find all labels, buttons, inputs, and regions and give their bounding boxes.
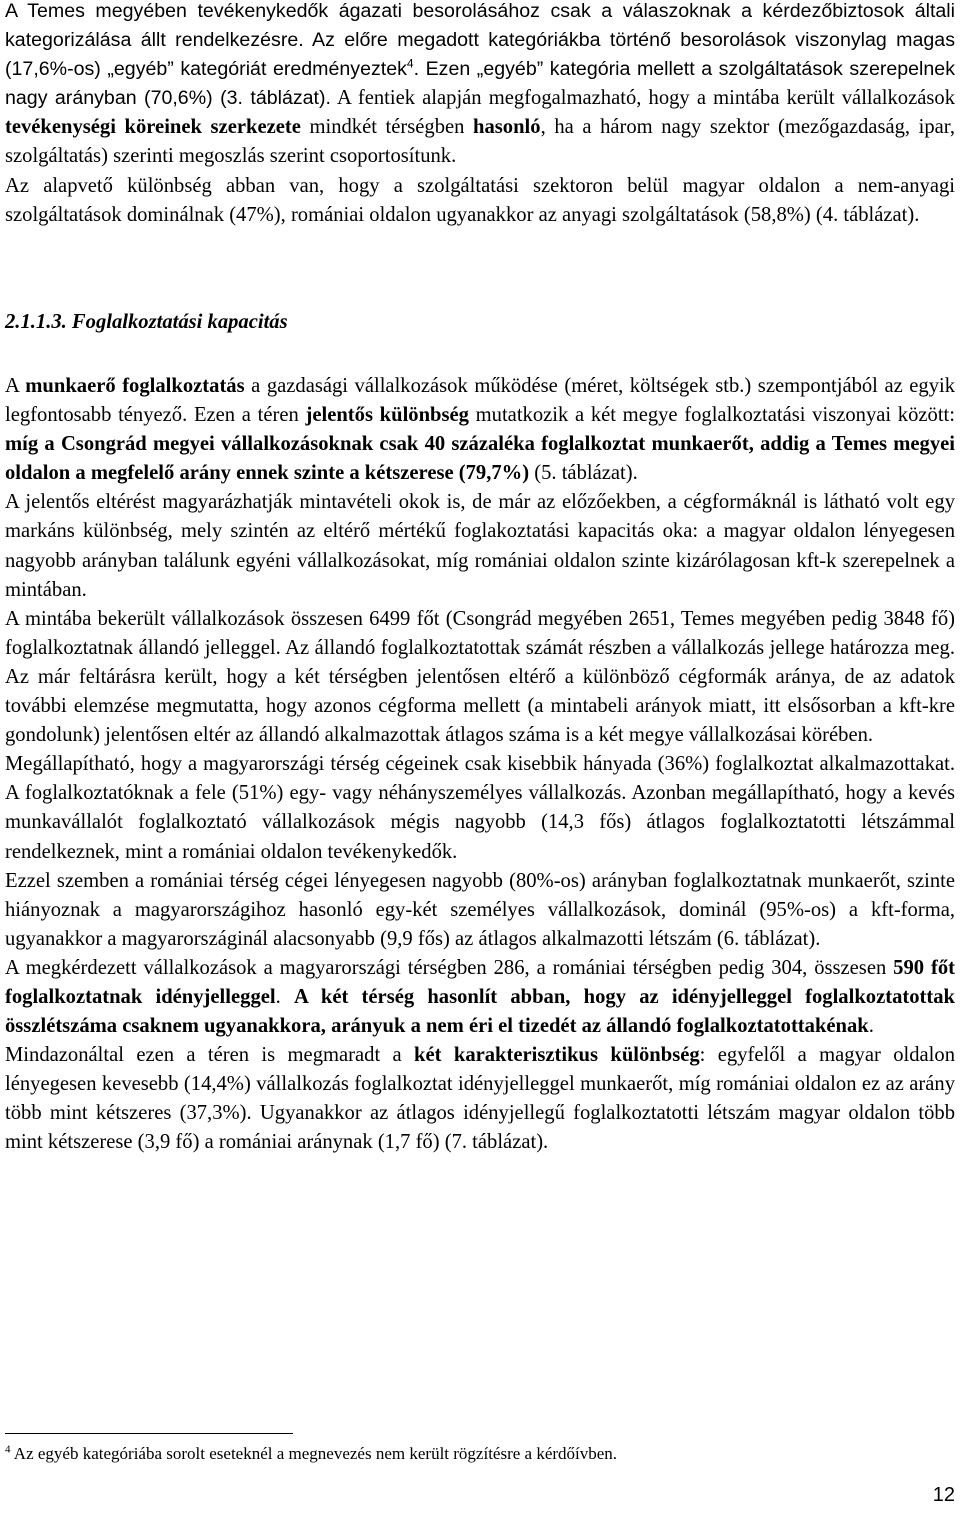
paragraph-characteristic-differences (5, 1041, 955, 1157)
paragraph-seasonal-employment (5, 954, 955, 1041)
employment-section (5, 372, 955, 1158)
bold-run: míg a Csongrád megyei vállalkozásoknak csak 40 százaléka foglalkoztat munkaerőt, addig a Temes megyei oldalon a megfelelő arány ennek szinte a kétszerese (79,7%) (5, 433, 955, 485)
paragraph-sampling-reasons: A jelentős eltérést magyarázhatják mintavételi okok is, de már az előzőekben, a cégformáknál is látható volt egy markáns különbség, mely szintén az eltérő mértékű foglakoztatási kapacitás oka: a magyar oldalon lényegesen nagyobb arányban találunk egyéni vállalkozásokat, míg romániai oldalon szinte kizárólagosan kft-k szerepelnek a mintában. (5, 491, 955, 601)
text-run: . (868, 1015, 874, 1038)
footnote-reference[interactable]: 4 (406, 56, 414, 71)
text-run: . (275, 985, 294, 1008)
paragraph-hungarian-side: Megállapítható, hogy a magyarországi térség cégeinek csak kisebbik hányada (36%) foglalkoztat alkalmazottakat. A foglalkoztatóknak a fele (51%) egy- vagy néhányszemélyes vállalkozás. Azonban megállapítható, hogy a kevés munkavállalót foglalkoztató vállalkozások mégis nagyobb (14,3 fős) átlagos foglalkoztatotti létszámmal rendelkeznek, mint a romániai oldalon tevékenykedők. (5, 753, 955, 863)
paragraph-permanent-employees: A mintába bekerült vállalkozások összesen 6499 főt (Csongrád megyében 2651, Temes megyében pedig 3848 fő) foglalkoztatnak állandó jelleggel. Az állandó foglalkoztatottak számát részben a vállalkozás jellege határozza meg. Az már feltárásra került, hogy a két térségben jelentősen eltérő a különböző cégformák aránya, de az adatok további elemzése megmutatta, hogy azonos cégforma mellett (a mintabeli arányok miatt, itt elsősorban a kft-kre gondolunk) jelentősen eltér az állandó alkalmazottak átlagos száma is a két megye vállalkozásai körében. (5, 607, 955, 747)
text-run: mindkét térségben (300, 116, 474, 139)
footnote-mark: 4 (5, 1443, 11, 1456)
paragraph-sector-classification (5, 0, 955, 172)
text-run: . Ezen „egyéb” kategória mellett a szolgáltatások szerepelnek nagy arányban (70,6%) (3. táblázat). (5, 58, 956, 110)
text-run: A fentiek alapján megfogalmazható, hogy a mintába került vállalkozások (330, 87, 955, 110)
footnote-text: Az egyéb kategóriába sorolt eseteknél a megnevezés nem került rögzítésre a kérdőívben. (10, 1444, 618, 1463)
paragraph-service-difference: Az alapvető különbség abban van, hogy a szolgáltatási szektoron belül magyar oldalon a nem-anyagi szolgáltatások dominálnak (47%), romániai oldalon ugyanakkor az anyagi szolgáltatások (58,8%) (4. táblázat). (5, 174, 955, 226)
text-run: A megkérdezett vállalkozások a magyarországi térségben 286, a romániai térségben pedig 304, összesen (5, 956, 894, 979)
text-run: A Temes megyében tevékenykedők ágazati besorolásához csak a válaszoknak a kérdezőbiztosok általi kategorizálása állt rendelkezésre. Az előre megadott kategóriákba történő besorolások viszonylag magas (17,6%-os) „egyéb” kategóriát eredményeztek (5, 0, 955, 81)
text-run: : egyfelől a magyar oldalon lényegesen kevesebb (14,4%) vállalkozás foglalkoztat idényjelleggel munkaerőt, míg romániai oldalon ez az arány több mint kétszeres (37,3%). Ugyanakkor az átlagos idényjellegű foglalkoztatotti létszám magyar oldalon több mint kétszerese (3,9 fő) a romániai aránynak (1,7 fő) (7. táblázat). (5, 1044, 955, 1154)
page-number: 12 (932, 1484, 955, 1506)
bold-run: A két térség hasonlít abban, hogy az idényjelleggel foglalkoztatottak összlétszáma csaknem ugyanakkora, arányuk a nem éri el tizedét az állandó foglalkoztatottakénak (5, 985, 955, 1038)
bold-run: 590 főt foglalkoztatnak idényjelleggel (5, 956, 955, 1008)
text-run: , ha a három nagy szektor (mezőgazdaság, ipar, szolgáltatás) szerinti megoszlás szerint csoportosítunk. (5, 116, 955, 168)
intro-block (5, 0, 955, 230)
text-run: Mindazonáltal ezen a téren is megmaradt a (5, 1044, 415, 1067)
bold-run: két karakterisztikus különbség (414, 1044, 700, 1067)
section-heading: 2.1.1.3. Foglalkoztatási kapacitás (5, 311, 288, 333)
bold-run: tevékenységi köreinek szerkezete (5, 116, 301, 139)
text-run: (5. táblázat). (529, 462, 638, 485)
footnote-divider (5, 1433, 293, 1434)
text-run: mutatkozik a két megye foglalkoztatási viszonyai között: (468, 404, 955, 427)
text-run: a gazdasági vállalkozások működése (méret, költségek stb.) szempontjából az egyik legfontosabb tényező. Ezen a téren (5, 375, 956, 427)
text-run: A (5, 375, 26, 397)
bold-run: jelentős különbség (305, 404, 469, 427)
paragraph-employment (5, 372, 955, 488)
bold-run: munkaerő foglalkoztatás (25, 375, 245, 397)
paragraph-romanian-side: Ezzel szemben a romániai térség cégei lényegesen nagyobb (80%-os) arányban foglalkoztatnak munkaerőt, szinte hiányoznak a magyarországihoz hasonló egy-két személyes vállalkozások, dominál (95%-os) a kft-forma, ugyanakkor a magyarországinál alacsonyabb (9,9 fős) az átlagos alkalmazotti létszám (6. táblázat). (5, 869, 955, 950)
bold-run: hasonló (473, 116, 541, 139)
footnote (5, 1443, 945, 1465)
